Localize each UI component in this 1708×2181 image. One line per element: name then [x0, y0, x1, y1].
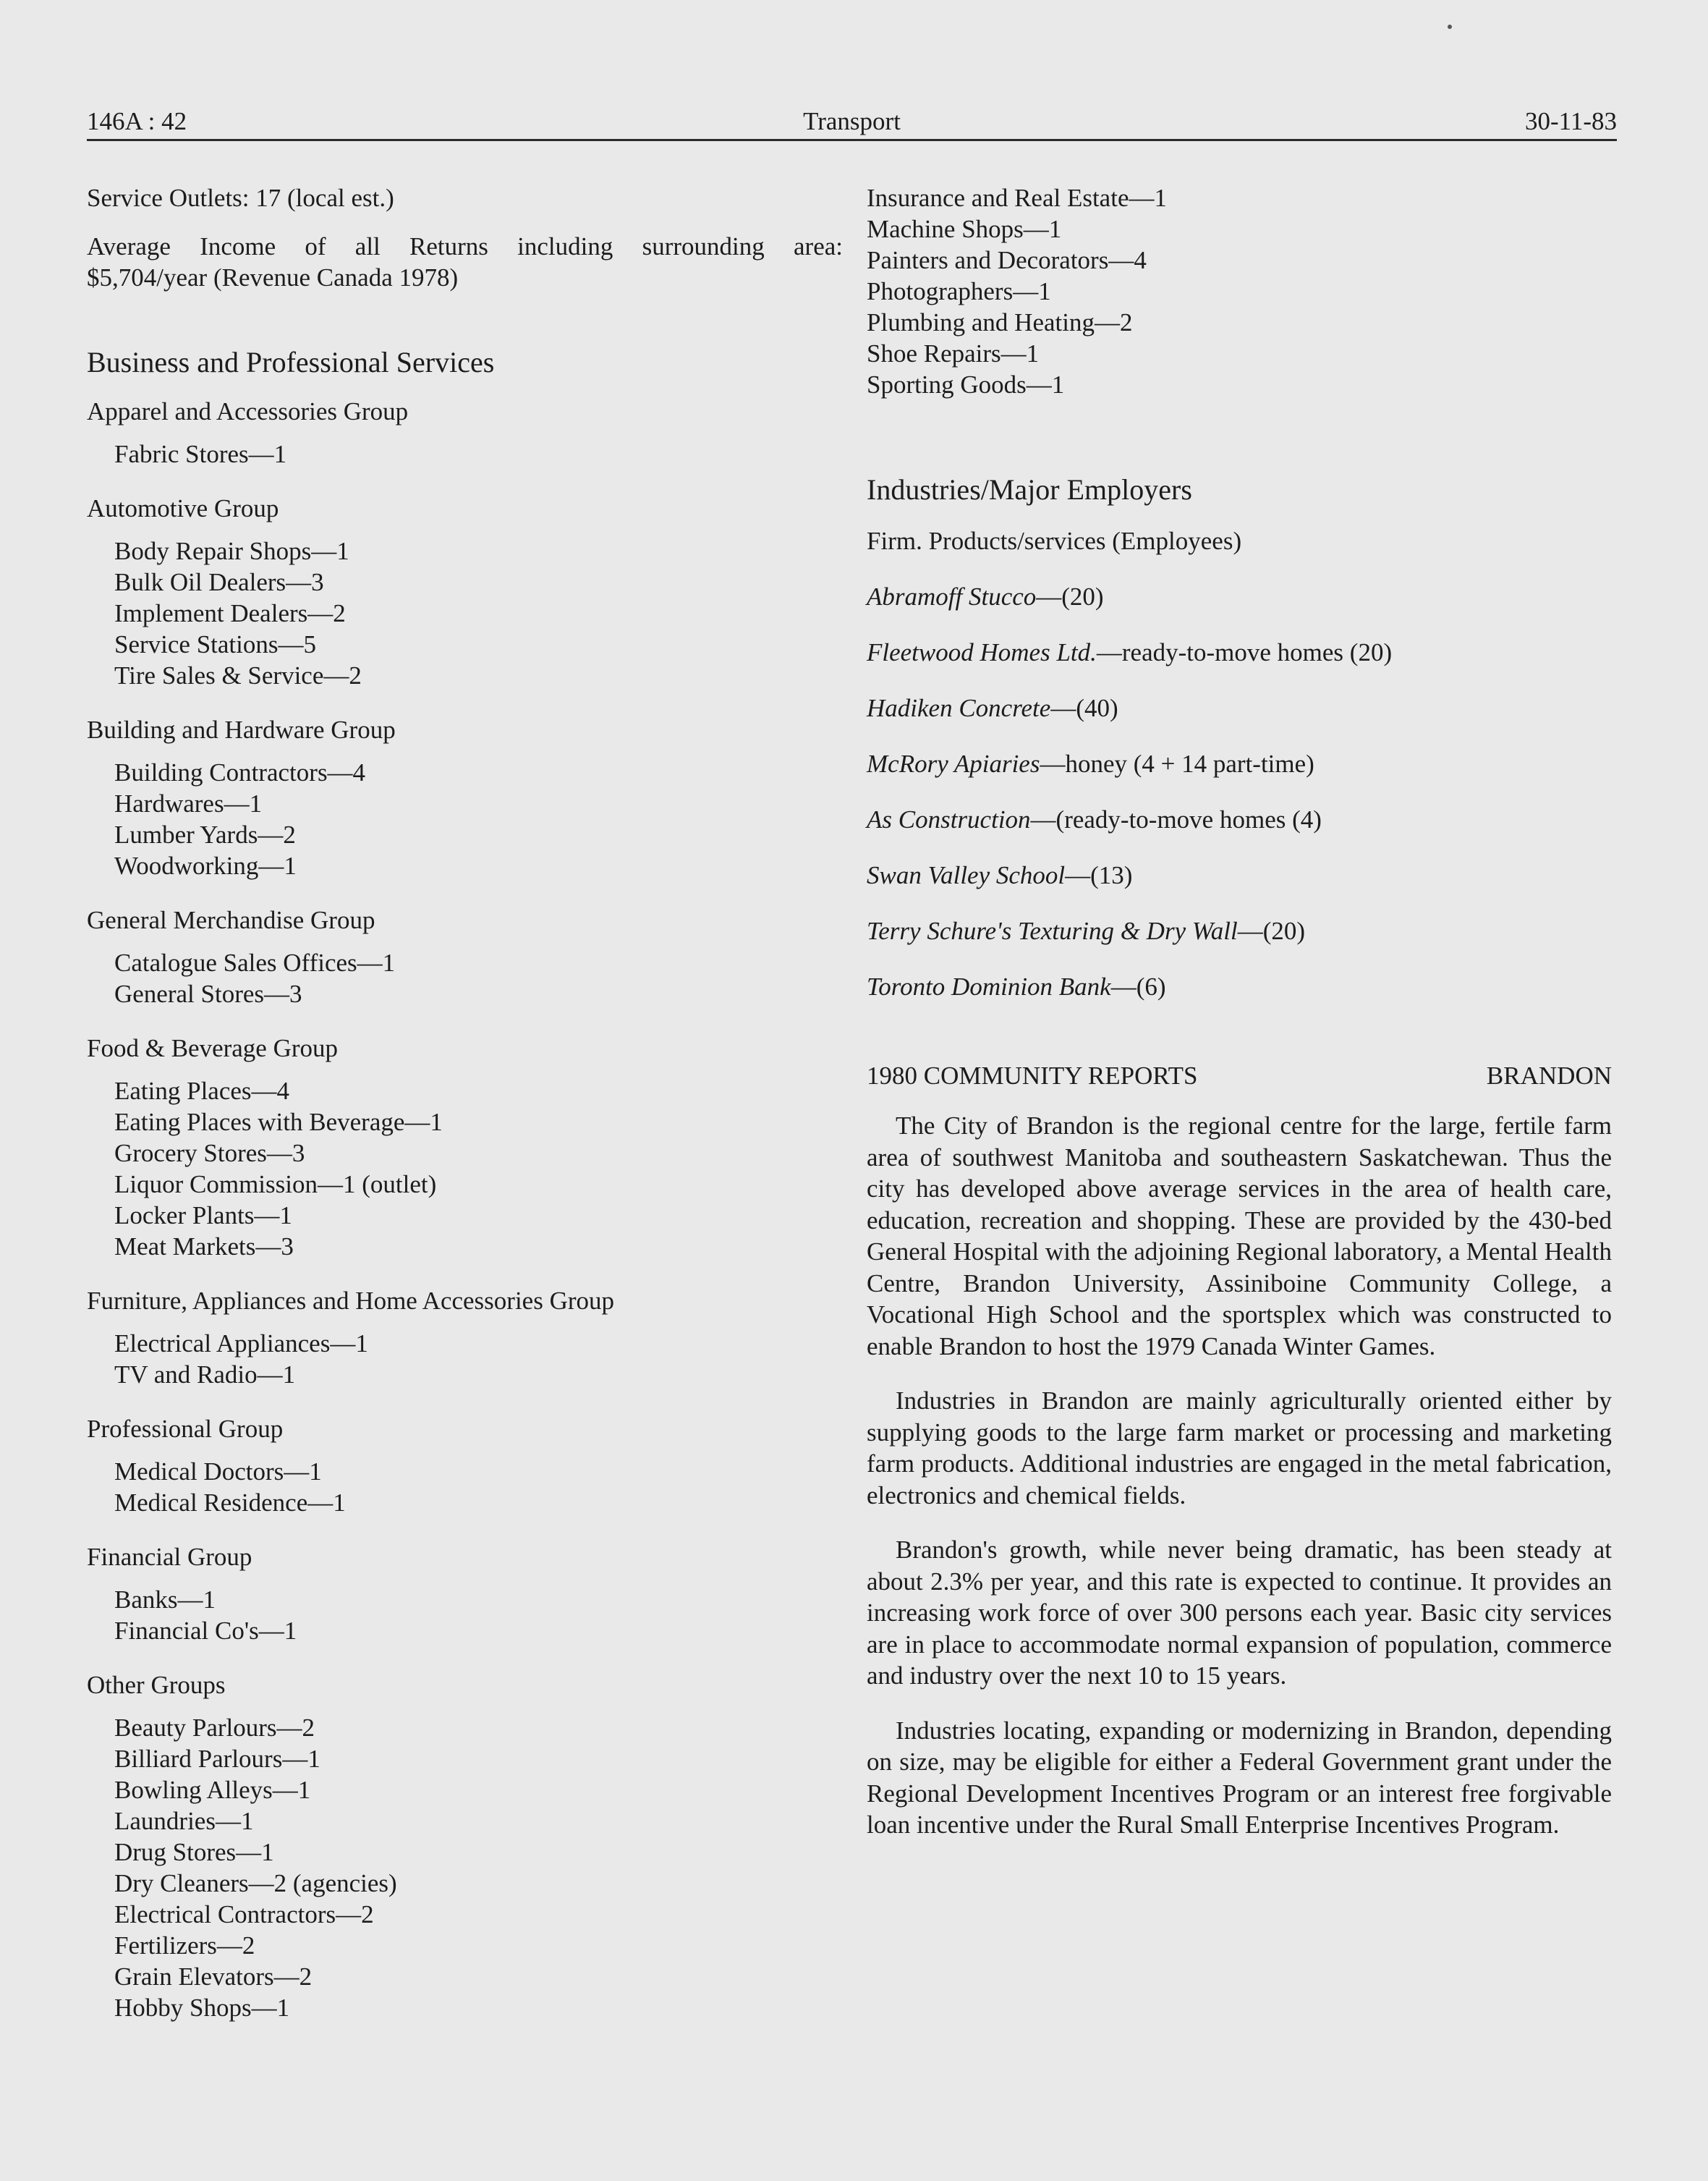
list-item: General Stores—3 [114, 980, 302, 1008]
list-item: Billiard Parlours—1 [114, 1745, 320, 1773]
firm-detail: —(6) [1110, 973, 1166, 1001]
group-title: Automotive Group [87, 494, 279, 522]
list-item: Drug Stores—1 [114, 1838, 274, 1866]
scan-speck [1448, 25, 1452, 29]
list-item: Machine Shops—1 [867, 215, 1062, 243]
group-title: General Merchandise Group [87, 906, 375, 934]
list-item: Beauty Parlours—2 [114, 1714, 315, 1742]
list-item: TV and Radio—1 [114, 1360, 296, 1389]
right-column [867, 182, 1612, 1864]
group-title: Building and Hardware Group [87, 716, 396, 744]
list-item: Plumbing and Heating—2 [867, 308, 1133, 336]
firm-entry [867, 637, 1612, 668]
firm-name: Toronto Dominion Bank [867, 973, 1111, 1001]
list-item: Medical Doctors—1 [114, 1457, 322, 1486]
group-items [114, 757, 843, 881]
list-item: Grocery Stores—3 [114, 1139, 305, 1167]
list-item: Medical Residence—1 [114, 1488, 346, 1517]
page-number: 146A : 42 [87, 107, 187, 135]
group-title: Furniture, Appliances and Home Accessories Group [87, 1287, 615, 1315]
service-outlets: Service Outlets: 17 (local est.) [87, 184, 394, 212]
list-item: Locker Plants—1 [114, 1201, 292, 1229]
running-title: Transport [803, 107, 901, 135]
list-item: Liquor Commission—1 (outlet) [114, 1170, 437, 1198]
group-title: Apparel and Accessories Group [87, 397, 409, 425]
firm-name: Hadiken Concrete [867, 694, 1051, 722]
group-items [114, 947, 843, 1009]
list-item: Banks—1 [114, 1585, 216, 1614]
firm-entry [867, 915, 1612, 946]
list-item: Implement Dealers—2 [114, 599, 346, 627]
list-item: Painters and Decorators—4 [867, 246, 1147, 274]
list-item: Financial Co's—1 [114, 1617, 297, 1645]
list-item: Catalogue Sales Offices—1 [114, 949, 396, 977]
firm-entry [867, 804, 1612, 835]
firm-entry [867, 860, 1612, 891]
list-item: Shoe Repairs—1 [867, 339, 1040, 368]
business-groups [87, 396, 843, 2023]
list-item: Electrical Appliances—1 [114, 1329, 368, 1358]
firm-detail: —(ready-to-move homes (4) [1030, 805, 1322, 834]
list-item: Body Repair Shops—1 [114, 537, 349, 565]
report-body [867, 1110, 1612, 1841]
group-title: Food & Beverage Group [87, 1034, 339, 1062]
firm-detail: —(20) [1036, 583, 1104, 611]
other-groups-continued [867, 182, 1612, 400]
group-title: Other Groups [87, 1671, 226, 1699]
page-date: 30-11-83 [1524, 107, 1617, 135]
group-title: Professional Group [87, 1415, 284, 1443]
list-item: Hardwares—1 [114, 789, 263, 818]
list-item: Meat Markets—3 [114, 1232, 294, 1261]
group-title: Financial Group [87, 1543, 252, 1571]
report-paragraph: Brandon's growth, while never being dramatic, has been steady at about 2.3% per year, and this rate is expected to continue. It provides an increasing work force of over 300 persons each year. Basic city services are in place to accommodate normal expansion of population, commerce and industry over the next 10 to 15 years. [867, 1536, 1612, 1690]
firm-name: As Construction [867, 805, 1031, 834]
firm-header: Firm. Products/services (Employees) [867, 527, 1242, 555]
report-paragraph: The City of Brandon is the regional centre for the large, fertile farm area of southwest Manitoba and southeastern Saskatchewan. Thus the city has developed above average services in the area of health care, education, recreation and shopping. These are provided by the 430-bed General Hospital with the adjoining Regional laboratory, a Mental Health Centre, Brandon University, Assiniboine Community College, a Vocational High School and the sportsplex which was constructed to enable Brandon to host the 1979 Canada Winter Games. [867, 1111, 1612, 1360]
list-item: Bowling Alleys—1 [114, 1776, 311, 1804]
section-title-business: Business and Professional Services [87, 346, 495, 378]
report-paragraph: Industries locating, expanding or modernizing in Brandon, depending on size, may be eligible for either a Federal Government grant under the Regional Development Incentives Program or an interest free forgivable loan incentive under the Rural Small Enterprise Incentives Program. [867, 1716, 1612, 1839]
list-item: Laundries—1 [114, 1807, 254, 1835]
group-items [114, 1075, 843, 1262]
group-items [114, 439, 843, 470]
group-items [114, 1584, 843, 1646]
community-report-heading [867, 1060, 1612, 1091]
list-item: Building Contractors—4 [114, 758, 366, 787]
list-item: Service Stations—5 [114, 630, 316, 658]
average-income-line-1: Average Income of all Returns including surrounding area: [87, 232, 843, 261]
report-series: 1980 COMMUNITY REPORTS [867, 1062, 1198, 1090]
list-item: Insurance and Real Estate—1 [867, 184, 1167, 212]
firm-detail: —(13) [1065, 861, 1133, 889]
average-income [87, 231, 843, 293]
firm-name: Abramoff Stucco [867, 583, 1037, 611]
firm-detail: —ready-to-move homes (20) [1096, 638, 1393, 666]
left-column [87, 182, 843, 2046]
list-item: Photographers—1 [867, 277, 1051, 305]
average-income-line-2: $5,704/year (Revenue Canada 1978) [87, 263, 459, 292]
firm-detail: —honey (4 + 14 part-time) [1040, 750, 1314, 778]
list-item: Tire Sales & Service—2 [114, 661, 362, 690]
firm-entry [867, 581, 1612, 612]
firm-entry [867, 693, 1612, 724]
firm-detail: —(20) [1237, 917, 1306, 945]
firm-name: Fleetwood Homes Ltd. [867, 638, 1097, 666]
firm-entry [867, 748, 1612, 779]
report-paragraph: Industries in Brandon are mainly agriculturally oriented either by supplying goods to the large farm market or processing and marketing farm products. Additional industries are engaged in the metal fabrication, electronics and chemical fields. [867, 1386, 1612, 1509]
list-item: Bulk Oil Dealers—3 [114, 568, 324, 596]
firm-name: Swan Valley School [867, 861, 1066, 889]
list-item: Hobby Shops—1 [114, 1994, 290, 2022]
firm-name: Terry Schure's Texturing & Dry Wall [867, 917, 1238, 945]
list-item: Dry Cleaners—2 (agencies) [114, 1869, 397, 1897]
group-items [114, 535, 843, 691]
page-header [87, 103, 1617, 141]
list-item: Lumber Yards—2 [114, 821, 296, 849]
firm-name: McRory Apiaries [867, 750, 1040, 778]
list-item: Eating Places with Beverage—1 [114, 1108, 443, 1136]
firm-list [867, 581, 1612, 1002]
list-item: Eating Places—4 [114, 1077, 290, 1105]
list-item: Electrical Contractors—2 [114, 1900, 374, 1928]
list-item: Fabric Stores—1 [114, 440, 287, 468]
report-city: BRANDON [1486, 1062, 1612, 1090]
section-title-industries: Industries/Major Employers [867, 473, 1192, 506]
list-item: Sporting Goods—1 [867, 370, 1065, 399]
group-items [114, 1328, 843, 1390]
list-item: Woodworking—1 [114, 852, 297, 880]
group-items [114, 1712, 843, 2023]
firm-entry [867, 971, 1612, 1002]
firm-detail: —(40) [1050, 694, 1118, 722]
list-item: Grain Elevators—2 [114, 1962, 313, 1991]
group-items [114, 1456, 843, 1518]
list-item: Fertilizers—2 [114, 1931, 255, 1960]
